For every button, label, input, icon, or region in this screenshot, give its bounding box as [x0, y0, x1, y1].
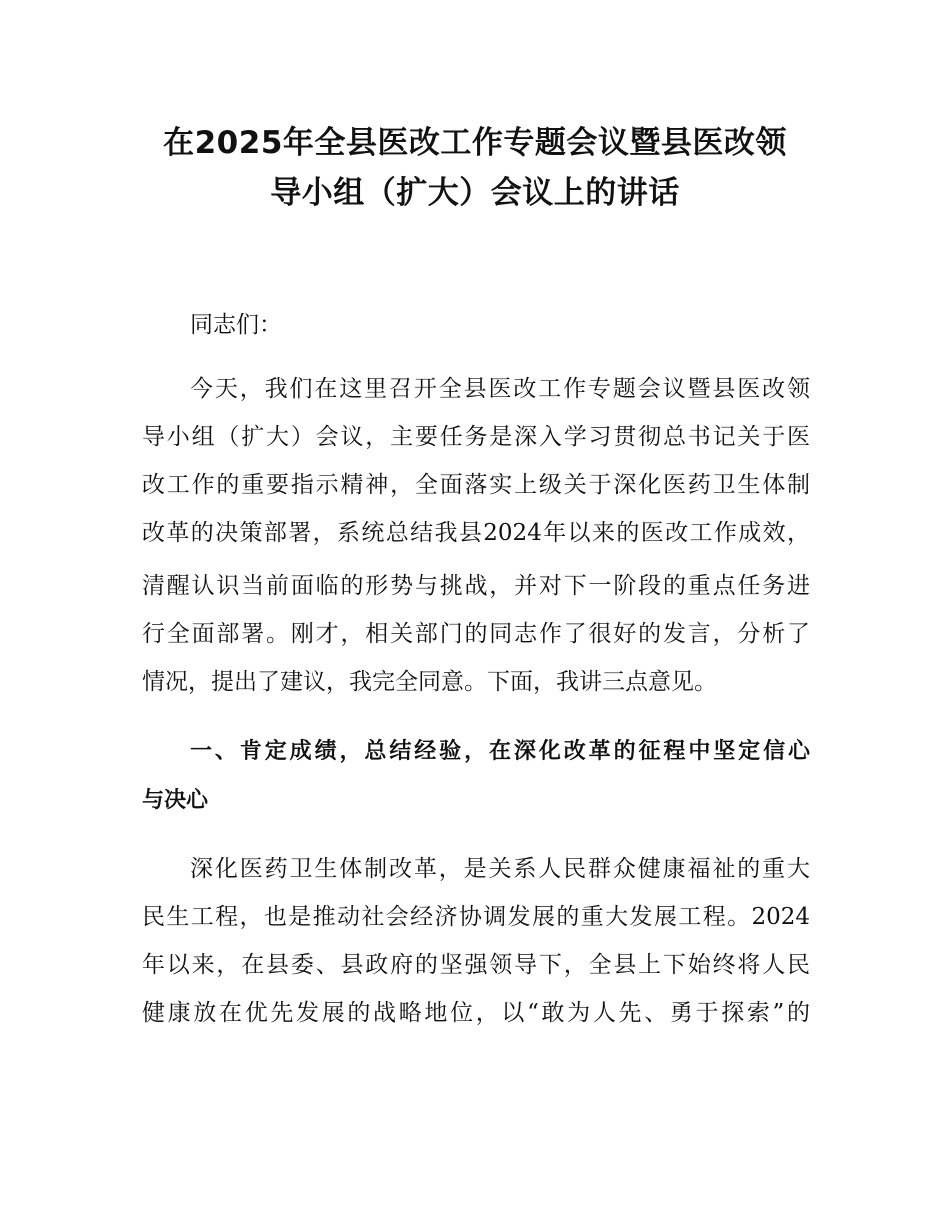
paragraph-line: 清醒认识当前面临的形势与挑战，并对下一阶段的重点任务进	[142, 573, 810, 599]
salutation: 同志们：	[190, 312, 282, 338]
paragraph-line: 改工作的重要指示精神，全面落实上级关于深化医药卫生体制	[142, 472, 810, 498]
paragraph-line: 民生工程，也是推动社会经济协调发展的重大发展工程。2024	[142, 904, 810, 930]
paragraph-line: 今天，我们在这里召开全县医改工作专题会议暨县医改领	[190, 376, 810, 402]
paragraph-line: 情况，提出了建议，我完全同意。下面，我讲三点意见。	[142, 669, 717, 695]
section-heading-line: 一、肯定成绩，总结经验，在深化改革的征程中坚定信心	[190, 739, 810, 764]
paragraph-line: 年以来，在县委、县政府的坚强领导下，全县上下始终将人民	[142, 952, 810, 978]
section-heading-line: 与决心	[142, 788, 209, 813]
title-line: 导小组（扩大）会议上的讲话	[270, 175, 680, 211]
document-title	[100, 118, 850, 218]
title-line: 在2025年全县医改工作专题会议暨县医改领	[163, 125, 787, 161]
paragraph-line: 行全面部署。刚才，相关部门的同志作了很好的发言，分析了	[142, 621, 810, 647]
paragraph-line: 深化医药卫生体制改革，是关系人民群众健康福祉的重大	[190, 856, 810, 882]
paragraph-line: 健康放在优先发展的战略地位，以“敢为人先、勇于探索”的	[142, 1000, 810, 1026]
paragraph-line: 改革的决策部署，系统总结我县2024年以来的医改工作成效，	[142, 520, 810, 546]
paragraph-line: 导小组（扩大）会议，主要任务是深入学习贯彻总书记关于医	[142, 424, 810, 450]
